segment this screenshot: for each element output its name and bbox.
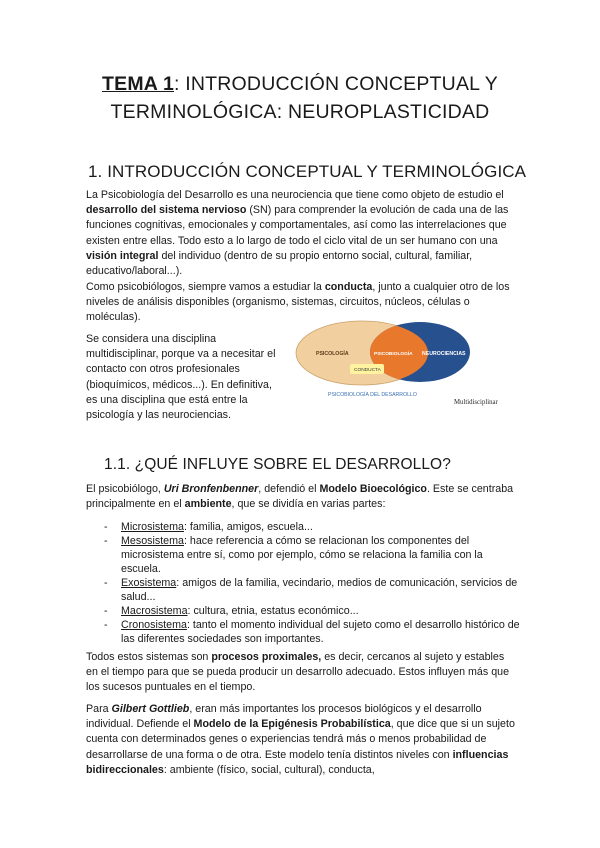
systems-list [104, 520, 524, 646]
bold-term: desarrollo del sistema nervioso [86, 204, 247, 217]
paragraph-procesos-proximales [86, 650, 516, 696]
list-text: : familia, amigos, escuela... [183, 521, 313, 533]
bold-term: procesos proximales, [211, 651, 322, 663]
list-term: Cronosistema [121, 619, 187, 631]
text-run: , junto a cualquier otro de los niveles de análisis disponibles (organismo, sistemas, circuitos, núcleos, células o moléculas). [86, 281, 510, 324]
list-text: : tanto el momento individual del sujeto como el desarrollo histórico de las diferentes sociedades son importantes. [121, 619, 520, 645]
list-term: Mesosistema [121, 535, 184, 547]
list-item [104, 520, 524, 534]
page-title [40, 70, 560, 126]
text-run: , defendió el [258, 483, 320, 495]
bold-term: influencias bidireccionales [86, 748, 509, 776]
section-heading-1: 1. INTRODUCCIÓN CONCEPTUAL Y TERMINOLÓGICA [88, 162, 527, 181]
text-run: Como psicobiólogos, siempre vamos a estudiar la [86, 281, 325, 293]
list-text: : amigos de la familia, vecindario, medios de comunicación, servicios de salud... [121, 577, 518, 603]
list-text: : cultura, etnia, estatus económico... [187, 605, 359, 617]
text-run: : ambiente (físico, social, cultural), conducta, [163, 763, 375, 776]
person-name: Gilbert Gottlieb [111, 703, 190, 715]
paragraph-multidisciplinar: Se considera una disciplina multidisciplinar, porque va a necesitar el contacto con otros profesionales (bioquímicos, médicos...). En definitiva, es una disciplina que está entre la psicología y las neurociencias. [86, 333, 276, 422]
label-conducta: CONDUCTA [354, 368, 381, 373]
list-item [104, 604, 524, 618]
title-line2: TERMINOLÓGICA: NEUROPLASTICIDAD [110, 101, 490, 123]
venn-diagram [288, 318, 518, 410]
text-run: Todos estos sistemas son [86, 651, 212, 663]
list-dash: - [104, 605, 108, 617]
list-item [104, 576, 524, 604]
label-neurociencias: NEUROCIENCIAS [422, 351, 466, 357]
text-run: . Este se centraba principalmente en el [86, 483, 514, 511]
title-line1: : INTRODUCCIÓN CONCEPTUAL Y [174, 73, 498, 95]
bold-term: ambiente [184, 498, 232, 511]
label-psicologia: PSICOLOGÍA [316, 351, 349, 357]
list-item [104, 534, 524, 576]
figure-caption: Multidisciplinar [454, 399, 498, 406]
list-dash: - [104, 521, 108, 533]
model-name: Modelo Bioecológico [319, 483, 427, 495]
list-term: Macrosistema [121, 605, 188, 617]
paragraph-gottlieb [86, 702, 516, 778]
paragraph-bronfenbrenner [86, 482, 516, 512]
list-term: Exosistema [121, 577, 177, 589]
model-name: Modelo de la Epigénesis Probabilística [193, 718, 391, 731]
list-dash: - [104, 577, 108, 589]
text-run: , que dice que si un sujeto cuenta con determinados genes o experiencias tendrá más o menos probabilidad de desarrollarse de una forma o de otra. Este modelo tenía distintos niveles con [86, 718, 515, 761]
label-psicobiologia-desarrollo: PSICOBIOLOGÍA DEL DESARROLLO [328, 392, 417, 398]
list-dash: - [104, 619, 108, 631]
text-run: , eran más importantes los procesos biológicos y el desarrollo individual. Defiende el [86, 703, 482, 731]
text-run: La Psicobiología del Desarrollo es una neurociencia que tiene como objeto de estudio el [86, 189, 504, 201]
list-item [104, 618, 524, 646]
list-dash: - [104, 535, 108, 547]
list-term: Microsistema [121, 521, 184, 533]
bold-term: visión integral [86, 249, 159, 262]
title-tema: TEMA 1 [102, 73, 175, 95]
label-psicobiologia: PSICOBIOLOGÍA [374, 352, 413, 357]
person-name: Uri Bronfenbenner [163, 483, 259, 495]
list-text: : hace referencia a cómo se relacionan los componentes del microsistema entre sí, como por ejemplo, cómo se relaciona la familia con la escuela. [121, 535, 483, 575]
text-run: , que se dividía en varias partes: [231, 498, 386, 511]
section-heading-1-1: 1.1. ¿QUÉ INFLUYE SOBRE EL DESARROLLO? [104, 456, 451, 473]
text-run: del individuo (dentro de su propio entorno social, cultural, familiar, educativo/laboral...). [86, 249, 473, 278]
text-run: es decir, cercanos al sujeto y estables en el tiempo para que se pueda producir un desarrollo adecuado. Estos influyen más que los sucesos puntuales en el tiempo. [86, 651, 510, 694]
text-run: Para [86, 703, 112, 715]
venn-diagram-figure [288, 318, 518, 410]
text-run: (SN) para comprender la evolución de cada una de las funciones cognitivas, emocionales y comportamentales, así como las interrelaciones que existen entre ellas. Todo esto a lo largo de todo el ciclo vital de un ser humano con una [86, 204, 509, 247]
bold-term: conducta [324, 281, 373, 293]
text-run: El psicobiólogo, [86, 483, 164, 495]
paragraph-intro [86, 188, 516, 279]
